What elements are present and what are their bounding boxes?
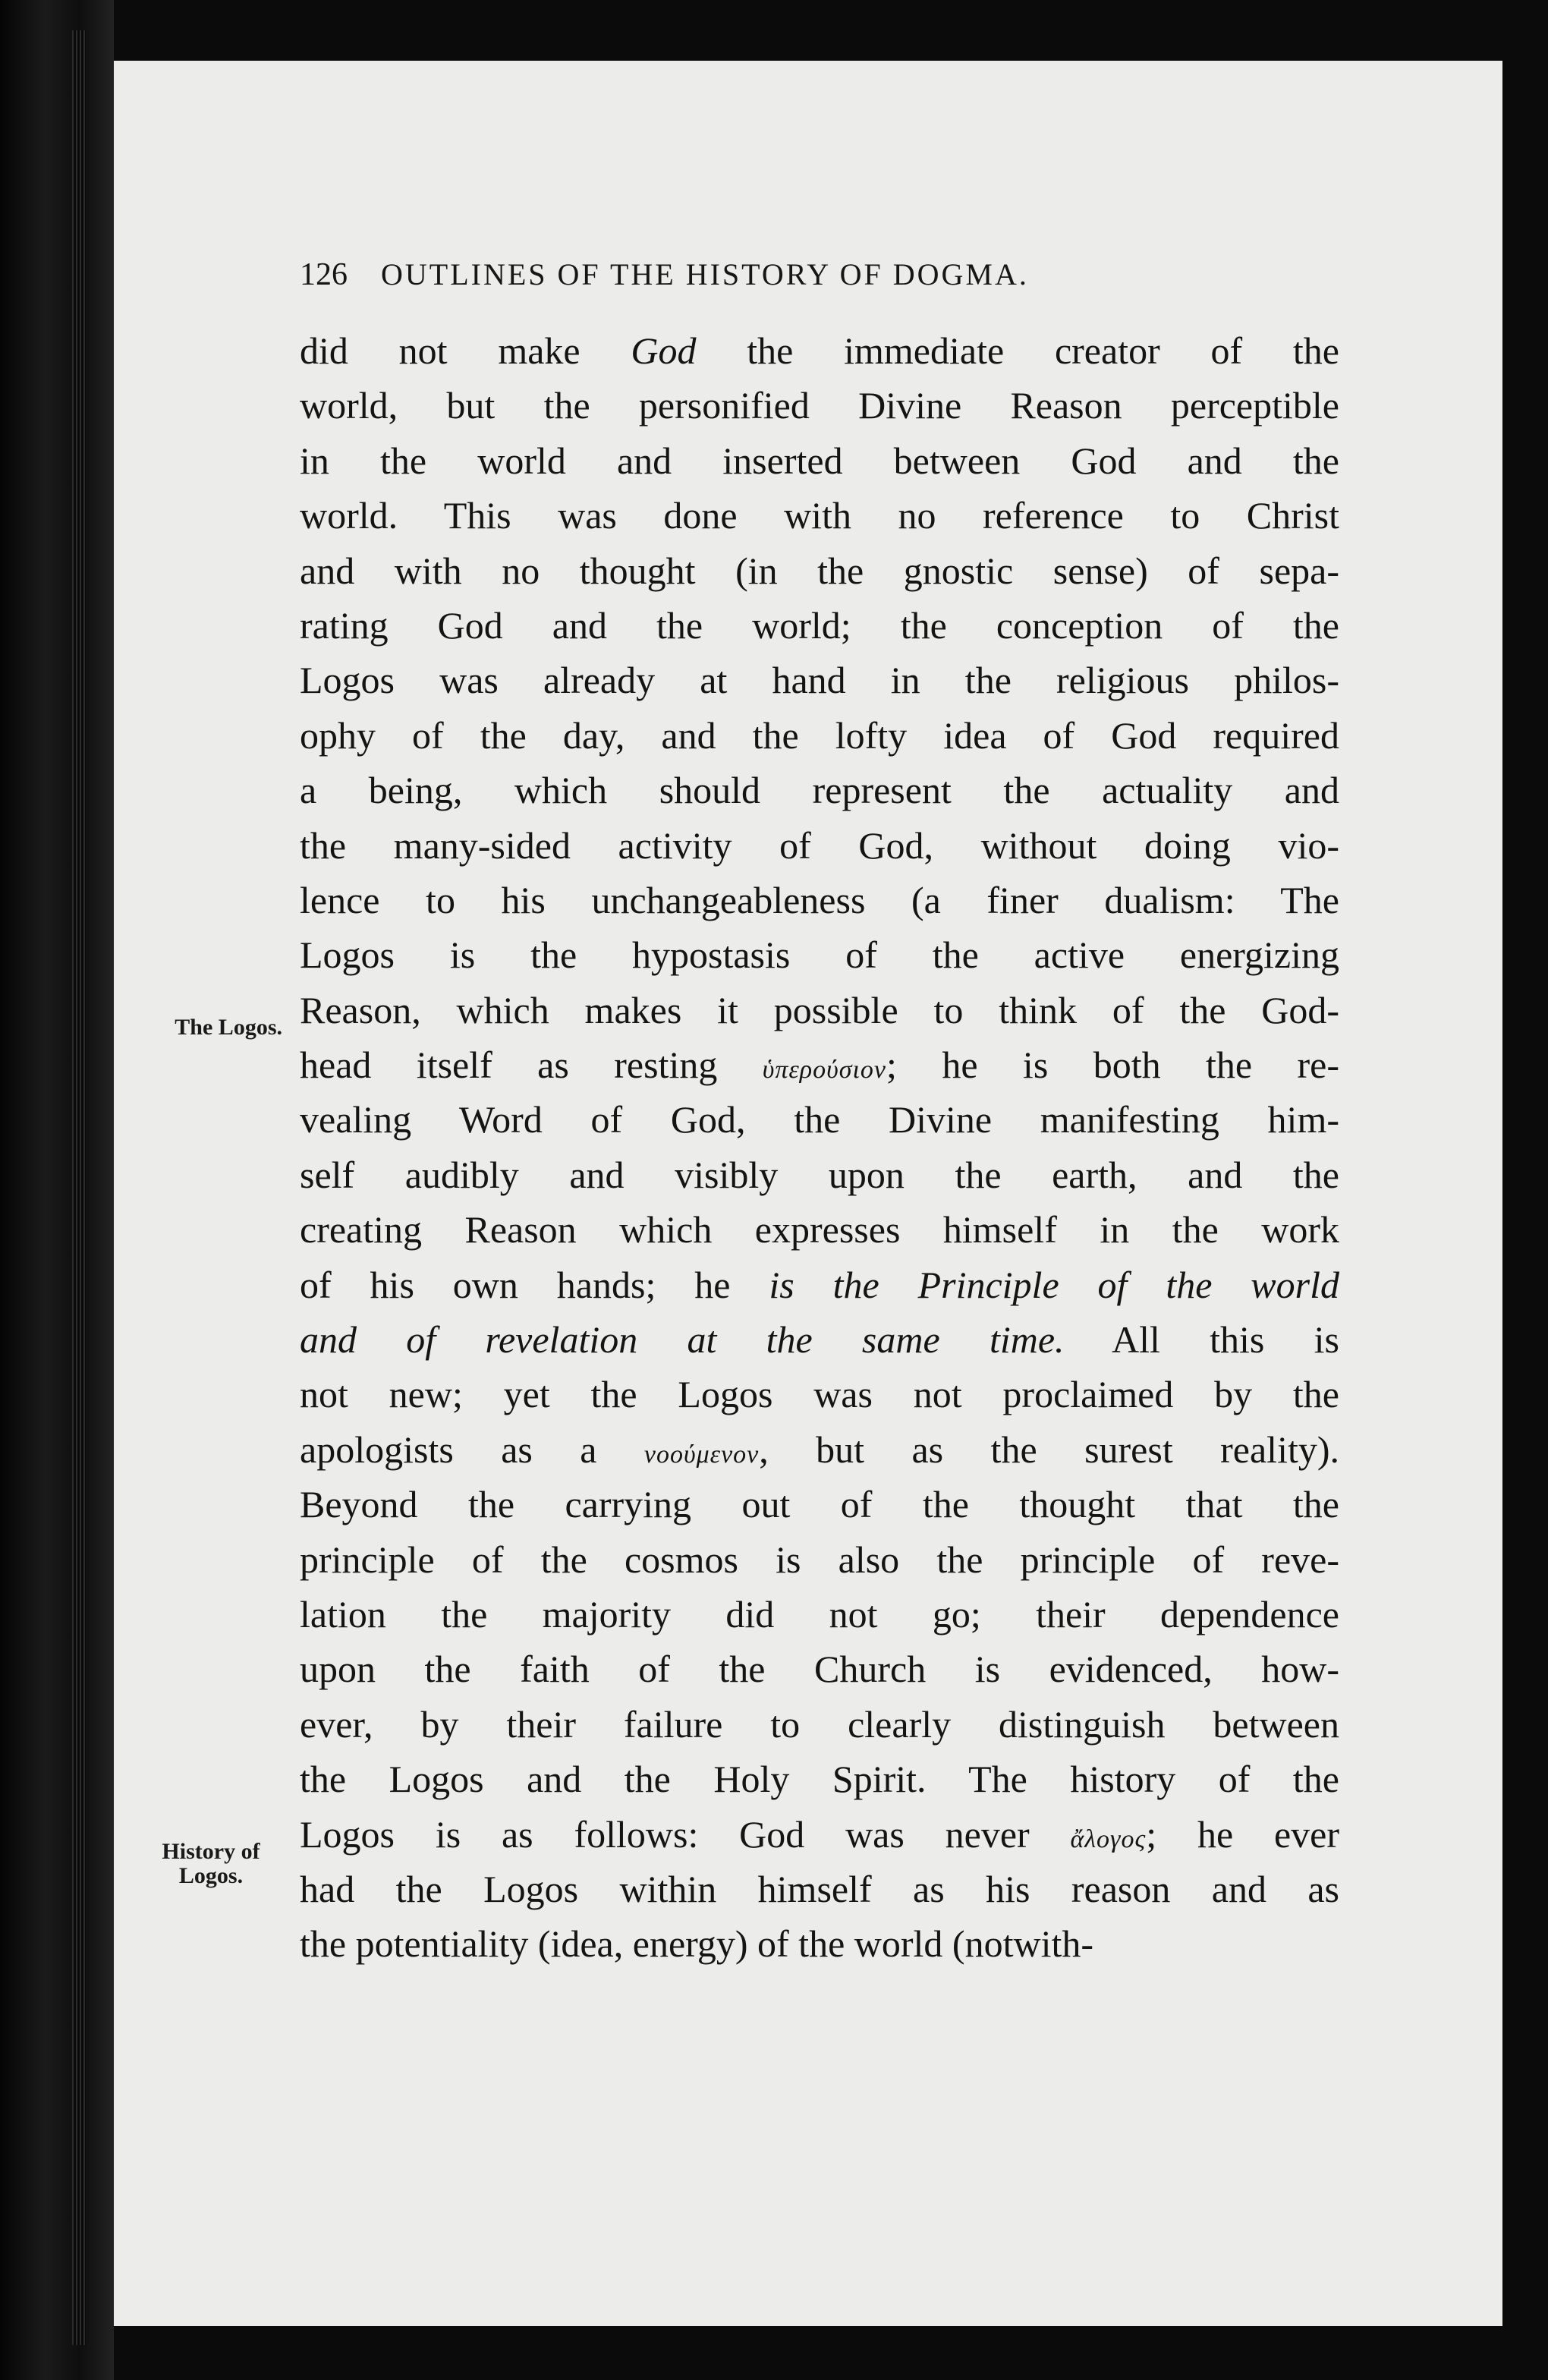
text-line: rating God and the world; the conception of the: [300, 603, 1339, 647]
text-span: All this is: [1064, 1318, 1339, 1362]
text-line: world. This was done with no reference to Christ: [300, 494, 1339, 537]
text-line: and with no thought (in the gnostic sense) of sepa-: [300, 549, 1339, 592]
margin-note-history: [135, 1840, 287, 1888]
text-span: , but as the surest reality).: [759, 1428, 1339, 1471]
text-line: had the Logos within himself as his reason and as: [300, 1867, 1339, 1910]
running-title: OUTLINES OF THE HISTORY OF DOGMA.: [381, 257, 1029, 291]
italic-span: God: [631, 329, 697, 372]
text-line: [300, 323, 1339, 378]
text-line: ever, by their failure to clearly distinguish between: [300, 1702, 1339, 1746]
text-line: [300, 1258, 1339, 1312]
text-line: ophy of the day, and the lofty idea of God required: [300, 713, 1339, 757]
text-line: creating Reason which expresses himself in the work: [300, 1208, 1339, 1251]
page-number: 126: [300, 257, 348, 292]
italic-span: is the Principle of the world: [769, 1263, 1340, 1306]
greek-word: ὑπερούσιον: [762, 1056, 887, 1085]
text-span: of his own hands; he: [300, 1263, 769, 1306]
italic-span: and of revelation at the same time.: [300, 1318, 1065, 1362]
margin-note-history-line1: History of: [162, 1839, 260, 1864]
text-line: upon the faith of the Church is evidenced, how-: [300, 1648, 1339, 1691]
book-edge: [0, 0, 114, 2380]
text-span: did not make: [300, 329, 631, 372]
text-line: principle of the cosmos is also the principle of reve-: [300, 1538, 1339, 1581]
text-line: lence to his unchangeableness (a finer dualism: The: [300, 878, 1339, 921]
text-line: [300, 1312, 1339, 1367]
text-line: [300, 1807, 1339, 1862]
text-line: vealing Word of God, the Divine manifesting him-: [300, 1098, 1339, 1141]
text-span: ; he ever: [1146, 1812, 1339, 1856]
text-line: the potentiality (idea, energy) of the world (notwith-: [300, 1922, 1093, 1966]
text-line: not new; yet the Logos was not proclaimed by the: [300, 1373, 1339, 1416]
margin-note-history-line2: Logos.: [178, 1863, 244, 1888]
text-span: ; he is both the re-: [886, 1044, 1339, 1087]
text-line: a being, which should represent the actuality and: [300, 769, 1339, 812]
greek-word: νοούμενον: [643, 1440, 760, 1469]
text-line: Beyond the carrying out of the thought that the: [300, 1483, 1339, 1526]
text-span: apologists as a: [300, 1428, 644, 1471]
text-span: Logos is as follows: God was never: [300, 1812, 1071, 1856]
text-line: Reason, which makes it possible to think of the God-: [300, 988, 1339, 1031]
text-span: head itself as resting: [300, 1044, 763, 1087]
text-span: the immediate creator of the: [696, 329, 1339, 372]
text-line: Logos is the hypostasis of the active energizing: [300, 933, 1339, 977]
text-line: [300, 1422, 1339, 1477]
text-line: self audibly and visibly upon the earth, and the: [300, 1153, 1339, 1196]
text-line: world, but the personified Divine Reason perceptible: [300, 384, 1339, 427]
text-line: in the world and inserted between God and the: [300, 439, 1339, 482]
body-text: [300, 323, 1339, 1972]
text-line: Logos was already at hand in the religious philos-: [300, 659, 1339, 702]
running-header: [300, 257, 1385, 317]
greek-word: ἄλογος: [1070, 1824, 1147, 1853]
text-line: the Logos and the Holy Spirit. The history of the: [300, 1758, 1339, 1801]
text-line: the many-sided activity of God, without doing vio-: [300, 823, 1339, 867]
margin-note-logos: The Logos.: [175, 1015, 282, 1040]
text-line: [300, 1037, 1339, 1092]
text-line: lation the majority did not go; their dependence: [300, 1592, 1339, 1635]
